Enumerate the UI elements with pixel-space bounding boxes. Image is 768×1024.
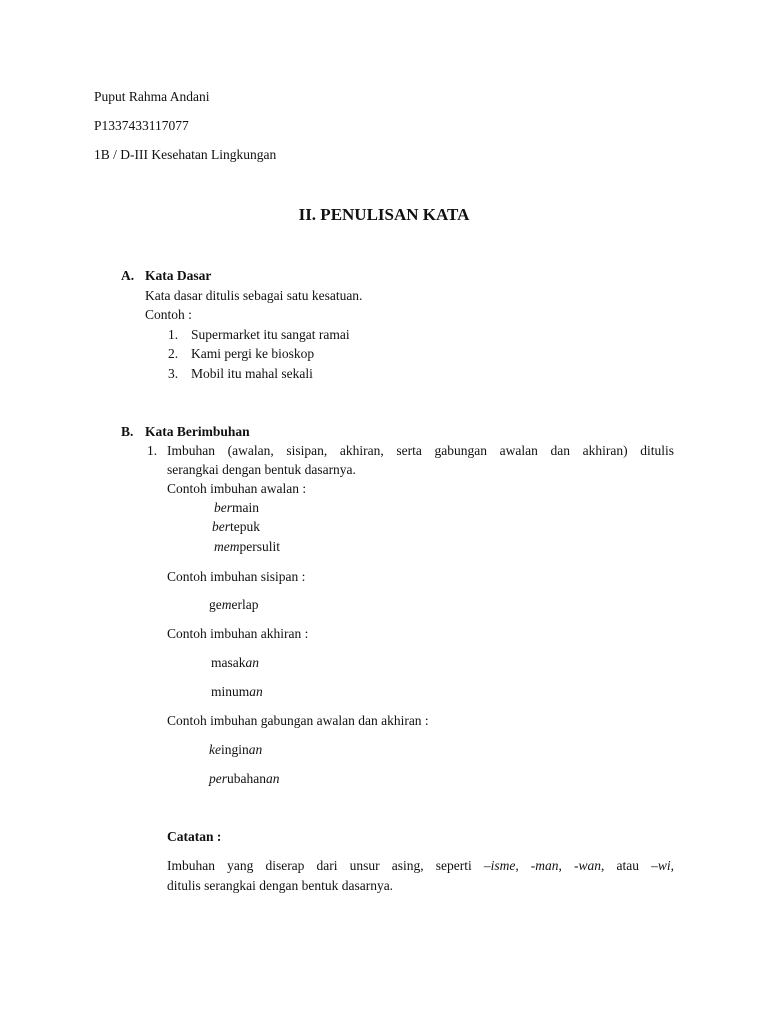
confix-label: Contoh imbuhan gabungan awalan dan akhiran : <box>167 713 429 728</box>
word-base: main <box>232 500 259 515</box>
note-line2: ditulis serangkai dengan bentuk dasarnya. <box>167 878 394 893</box>
author-name: Puput Rahma Andani <box>94 89 210 104</box>
section-a-heading: Kata Dasar <box>145 268 212 283</box>
affix: mem <box>214 539 240 554</box>
list-item: Mobil itu mahal sekali <box>191 366 313 381</box>
affix: m <box>221 597 232 612</box>
section-b-item-number: 1. <box>147 443 158 458</box>
list-item-number: 1. <box>168 327 179 342</box>
section-b-item-line2: serangkai dengan bentuk dasarnya. <box>167 462 356 477</box>
separator: , <box>515 858 531 873</box>
example-word-bermain <box>214 500 259 516</box>
affix: an <box>249 684 263 699</box>
example-word-masakan <box>211 655 259 671</box>
example-word-keinginan <box>209 742 262 758</box>
section-a-marker: A. <box>121 268 135 283</box>
section-a-body: Kata dasar ditulis sebagai satu kesatuan. <box>145 288 363 303</box>
suffix-term: –isme <box>483 858 516 873</box>
separator: , atau <box>601 858 652 873</box>
word-base: persulit <box>239 539 280 554</box>
affix: ber <box>214 500 232 515</box>
prefix-label: Contoh imbuhan awalan : <box>167 481 307 496</box>
word-part: ge <box>209 597 222 612</box>
example-word-perubahanan <box>209 771 279 787</box>
word-base: masak <box>211 655 246 670</box>
list-item: Kami pergi ke bioskop <box>191 346 315 361</box>
example-word-mempersulit <box>214 539 280 555</box>
word-base: ingin <box>220 742 249 757</box>
suffix-term: -man <box>530 858 559 873</box>
affix: an <box>265 771 280 786</box>
student-id: P1337433117077 <box>94 118 189 133</box>
separator: , <box>670 858 674 873</box>
affix: an <box>245 655 259 670</box>
section-b-item-line1: Imbuhan (awalan, sisipan, akhiran, serta gabungan awalan dan akhiran) ditulis <box>167 443 674 458</box>
list-item: Supermarket itu sangat ramai <box>191 327 350 342</box>
note-heading: Catatan : <box>167 829 222 844</box>
affix: per <box>209 771 227 786</box>
section-a-example-label: Contoh : <box>145 307 192 322</box>
suffix-term: –wi <box>651 858 671 873</box>
word-part: er <box>231 597 242 612</box>
example-word-bertepuk <box>212 519 260 535</box>
suffix-term: -wan <box>574 858 602 873</box>
note-text: Imbuhan yang diserap dari unsur asing, seperti <box>167 858 484 873</box>
section-b-marker: B. <box>121 424 134 439</box>
list-item-number: 2. <box>168 346 179 361</box>
affix: ber <box>212 519 230 534</box>
affix: ke <box>209 742 221 757</box>
note-line1 <box>167 858 674 874</box>
page-title: II. PENULISAN KATA <box>298 205 470 224</box>
section-b-heading: Kata Berimbuhan <box>145 424 250 439</box>
infix-label: Contoh imbuhan sisipan : <box>167 569 306 584</box>
word-base: ubahan <box>227 771 266 786</box>
list-item-number: 3. <box>168 366 179 381</box>
word-base: tepuk <box>230 519 260 534</box>
example-word-minuman <box>211 684 263 700</box>
word-base: minum <box>211 684 250 699</box>
example-word-gemerlap <box>209 597 259 613</box>
class-info: 1B / D-III Kesehatan Lingkungan <box>94 147 277 162</box>
separator: , <box>558 858 575 873</box>
word-part: lap <box>242 597 259 612</box>
affix: an <box>248 742 263 757</box>
suffix-label: Contoh imbuhan akhiran : <box>167 626 309 641</box>
